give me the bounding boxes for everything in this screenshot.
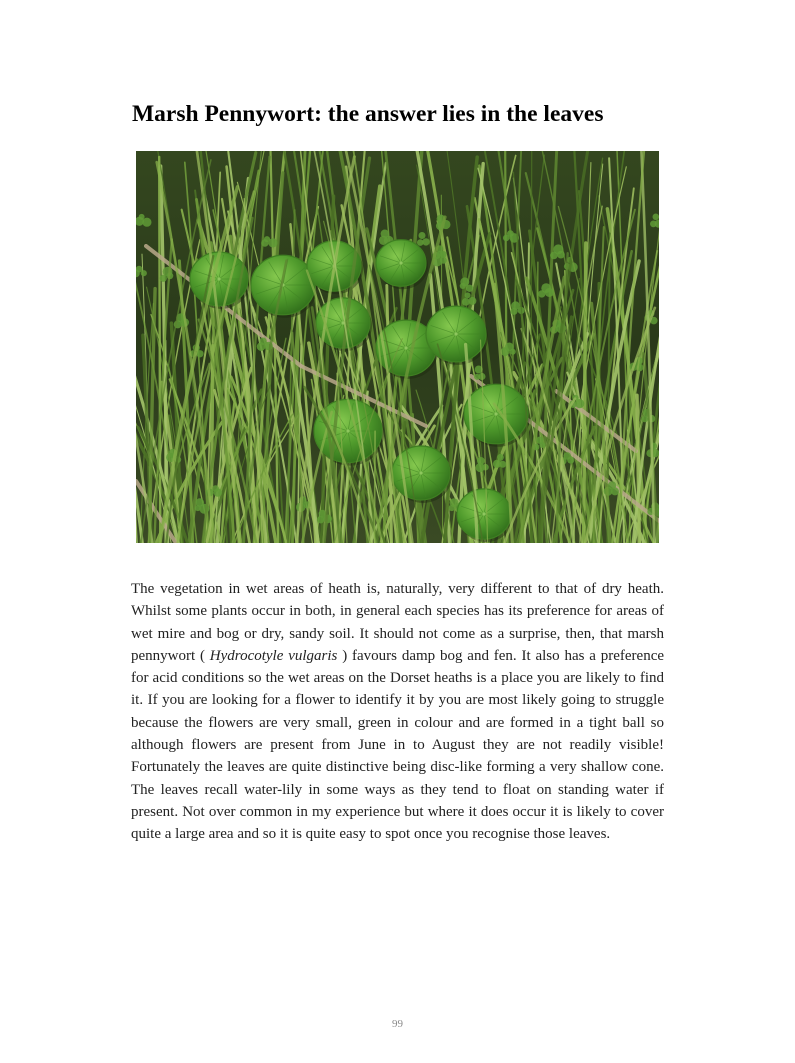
- body-paragraph: [131, 578, 664, 846]
- grass-blade: [159, 157, 160, 543]
- photo-illustration: [136, 151, 659, 543]
- page-title: Marsh Pennywort: the answer lies in the leaves: [132, 101, 604, 127]
- marsh-pennywort-photo: [136, 151, 659, 543]
- body-text-part-1: The vegetation in wet areas of heath is, naturally, very different to that of dry heath. Whilst some plants occur in both, in general each species has its preference for areas of wet mire and bog or dry, sandy soil. It should not come as a surprise, then, that marsh pennywort (: [131, 581, 664, 664]
- body-text-part-2: ) favours damp bog and fen. It also has a preference for acid conditions so the wet areas on the Dorset heaths is a place you are likely to find it. If you are looking for a flower to identify it by you are most likely going to struggle because the flowers are very small, green in colour and are formed in a tight ball so although flowers are present from June in to August they are not readily visible! Fortunately the leaves are quite distinctive being disc-like forming a very shallow cone. The leaves recall water-lily in some ways as they tend to float on standing water if present. Not over common in my experience but where it does occur it is likely to cover quite a large area and so it is quite easy to spot once you recognise those leaves.: [131, 647, 665, 843]
- grass-blade: [374, 431, 375, 543]
- page-number: 99: [392, 1018, 403, 1030]
- grass-blade: [584, 243, 586, 543]
- species-name: Hydrocotyle vulgaris: [209, 647, 338, 664]
